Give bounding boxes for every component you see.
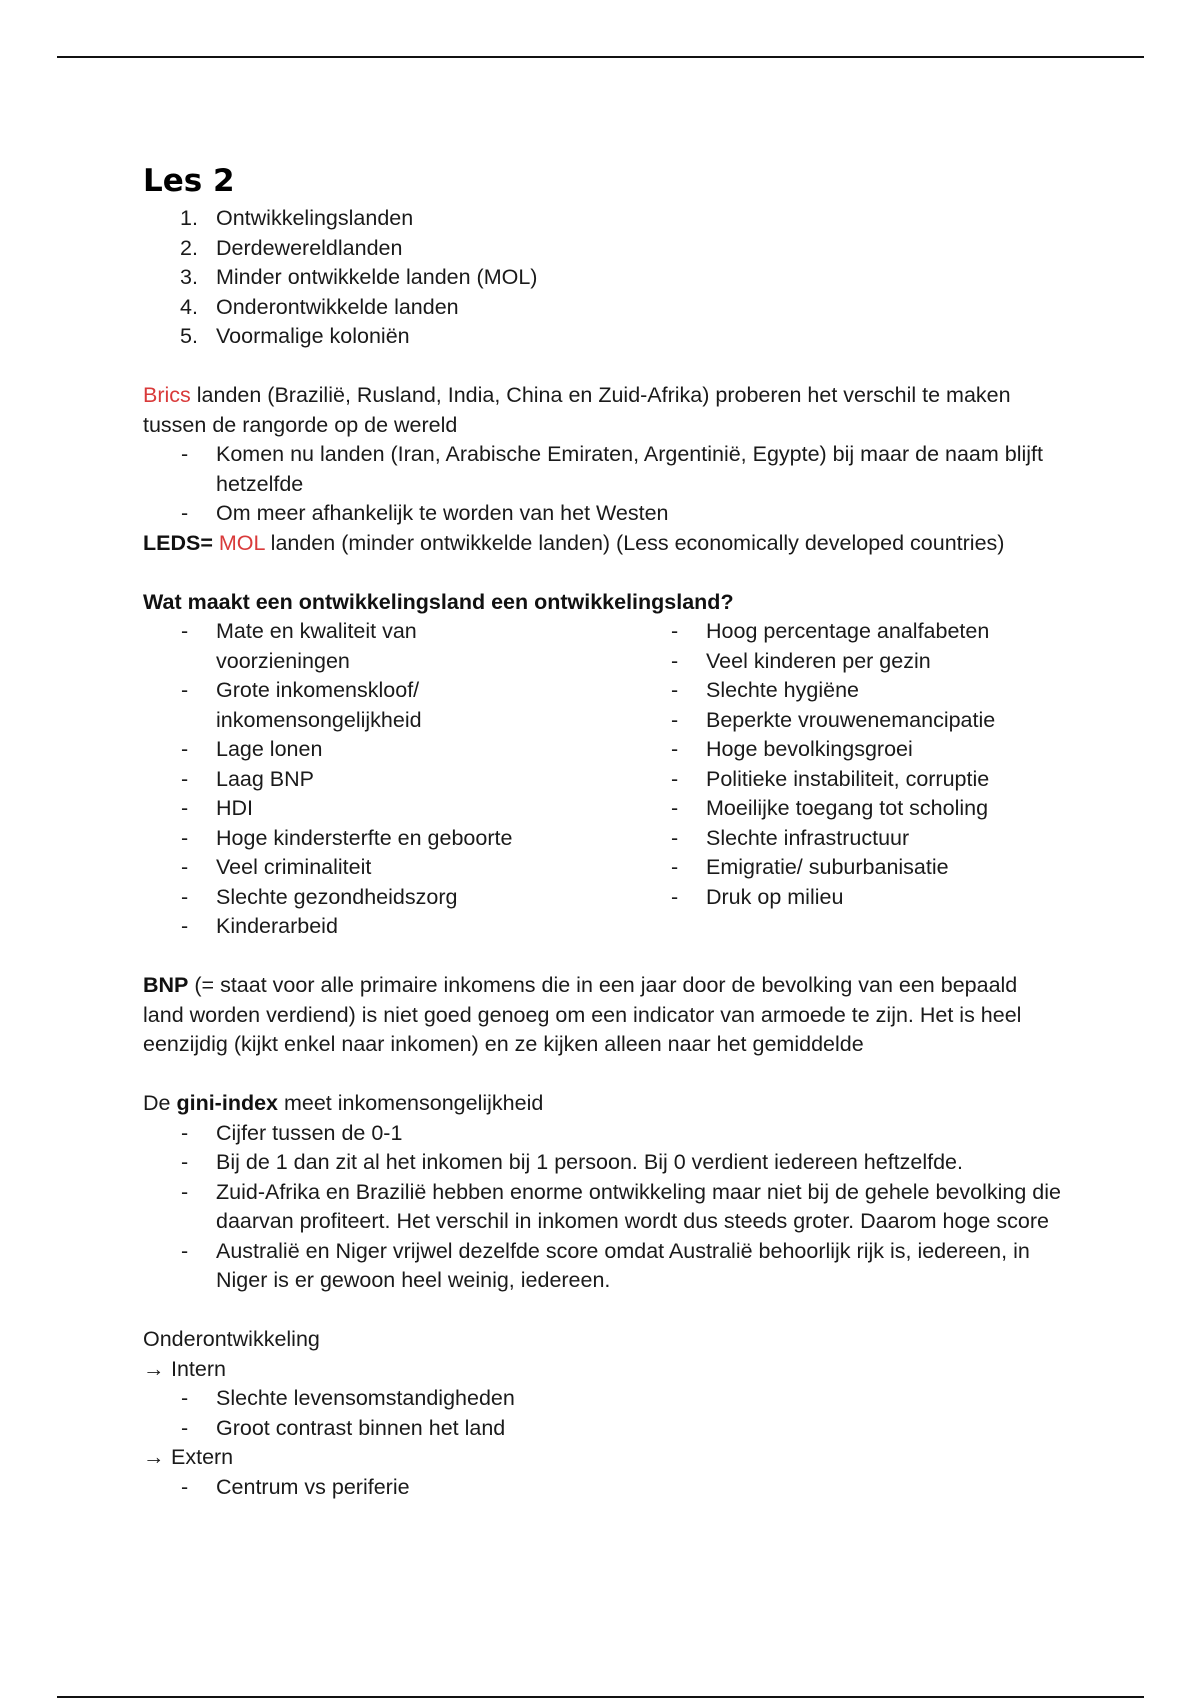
leds-paragraph xyxy=(143,529,1063,559)
bnp-term: BNP xyxy=(143,973,189,997)
list-item: - Mate en kwaliteit van voorzieningen xyxy=(143,617,446,676)
leds-label: LEDS= xyxy=(143,530,213,555)
list-text: Derdewereldlanden xyxy=(216,235,403,260)
list-item: - Komen nu landen (Iran, Arabische Emiraten, Argentinië, Egypte) bij maar de naam blijft hetzelfde xyxy=(143,440,1063,499)
intern-bullets xyxy=(143,1384,1063,1443)
list-text: Onderontwikkelde landen xyxy=(216,294,459,319)
list-item: - Hoge bevolkingsgroei xyxy=(633,735,1063,765)
list-item: - Groot contrast binnen het land xyxy=(143,1414,1063,1444)
list-number: 1. xyxy=(180,206,198,230)
leds-text: landen (minder ontwikkelde landen) (Less economically developed countries) xyxy=(264,530,1005,555)
list-item: - Hoge kindersterfte en geboorte xyxy=(143,824,633,854)
criteria-right xyxy=(633,617,1063,942)
gini-prefix: De xyxy=(143,1091,177,1115)
criteria-left xyxy=(143,617,633,942)
list-item xyxy=(143,204,1063,234)
list-text: Ontwikkelingslanden xyxy=(216,206,414,230)
brics-term: Brics xyxy=(143,383,191,407)
extern-label: Extern xyxy=(171,1445,234,1469)
gini-term: gini-index xyxy=(176,1091,278,1115)
list-item: - Beperkte vrouwenemancipatie xyxy=(633,706,1063,736)
document-page xyxy=(143,162,1063,1502)
brics-paragraph xyxy=(143,381,1063,440)
list-item: - Bij de 1 dan zit al het inkomen bij 1 persoon. Bij 0 verdient iedereen heftzelfde. xyxy=(143,1148,1063,1178)
gini-paragraph xyxy=(143,1089,1063,1119)
list-item: - Centrum vs periferie xyxy=(143,1473,1063,1503)
header-rule xyxy=(57,56,1144,58)
list-item: - Laag BNP xyxy=(143,765,633,795)
arrow-right-icon: → xyxy=(143,1445,165,1469)
list-item: - Slechte gezondheidszorg xyxy=(143,883,633,913)
list-number: 4. xyxy=(180,294,198,319)
list-text: Minder ontwikkelde landen (MOL) xyxy=(216,265,538,289)
list-item: - Slechte levensomstandigheden xyxy=(143,1384,1063,1414)
list-item: - Lage lonen xyxy=(143,735,633,765)
numbered-list xyxy=(143,204,1063,352)
page-title: Les 2 xyxy=(143,163,235,199)
intern-label: Intern xyxy=(171,1356,226,1381)
list-item xyxy=(143,263,1063,293)
onderontwikkeling-heading: Onderontwikkeling xyxy=(143,1327,320,1351)
list-item: - Om meer afhankelijk te worden van het Westen xyxy=(143,499,1063,529)
list-item: - Emigratie/ suburbanisatie xyxy=(633,853,1063,883)
brics-bullets xyxy=(143,440,1063,529)
list-number: 5. xyxy=(180,324,198,348)
leds-term: MOL xyxy=(212,530,265,555)
footer-rule xyxy=(57,1696,1144,1698)
list-item: - Politieke instabiliteit, corruptie xyxy=(633,765,1063,795)
list-item: - Slechte hygiëne xyxy=(633,676,1063,706)
list-item: - Cijfer tussen de 0-1 xyxy=(143,1119,1063,1149)
gini-bullets xyxy=(143,1119,1063,1296)
list-item: - Grote inkomenskloof/ inkomensongelijkheid xyxy=(143,676,446,735)
list-item xyxy=(143,293,1063,323)
list-number: 2. xyxy=(180,235,198,260)
extern-bullets xyxy=(143,1473,1063,1503)
list-item: - Moeilijke toegang tot scholing xyxy=(633,794,1063,824)
list-item: - Australië en Niger vrijwel dezelfde score omdat Australië behoorlijk rijk is, iedereen, in Niger is er gewoon heel weinig, iedereen. xyxy=(143,1237,1063,1296)
list-item: - Druk op milieu xyxy=(633,883,1063,913)
question-heading: Wat maakt een ontwikkelingsland een ontwikkelingsland? xyxy=(143,589,734,614)
criteria-columns xyxy=(143,617,1063,942)
gini-suffix: meet inkomensongelijkheid xyxy=(278,1091,544,1115)
list-number: 3. xyxy=(180,265,198,289)
arrow-right-icon: → xyxy=(143,1356,165,1381)
brics-text: landen (Brazilië, Rusland, India, China en Zuid-Afrika) proberen het verschil te maken tussen de rangorde op de wereld xyxy=(143,383,1011,437)
list-item: - Veel kinderen per gezin xyxy=(633,647,1063,677)
intern-line xyxy=(143,1355,1063,1385)
list-item: - HDI xyxy=(143,794,633,824)
list-item xyxy=(143,234,1063,264)
list-item xyxy=(143,322,1063,352)
list-item: - Kinderarbeid xyxy=(143,912,633,942)
list-item: - Hoog percentage analfabeten xyxy=(633,617,1063,647)
list-item: - Zuid-Afrika en Brazilië hebben enorme ontwikkeling maar niet bij de gehele bevolking die daarvan profiteert. Het verschil in inkomen wordt dus steeds groter. Daarom hoge score xyxy=(143,1178,1063,1237)
bnp-text: (= staat voor alle primaire inkomens die in een jaar door de bevolking van een bepaald land worden verdiend) is niet goed genoeg om een indicator van armoede te zijn. Het is heel eenzijdig (kijkt enkel naar inkomen) en ze kijken alleen naar het gemiddelde xyxy=(143,973,1022,1056)
bnp-paragraph xyxy=(143,971,1063,1060)
extern-line xyxy=(143,1443,1063,1473)
list-text: Voormalige koloniën xyxy=(216,324,410,348)
list-item: - Slechte infrastructuur xyxy=(633,824,1063,854)
list-item: - Veel criminaliteit xyxy=(143,853,633,883)
